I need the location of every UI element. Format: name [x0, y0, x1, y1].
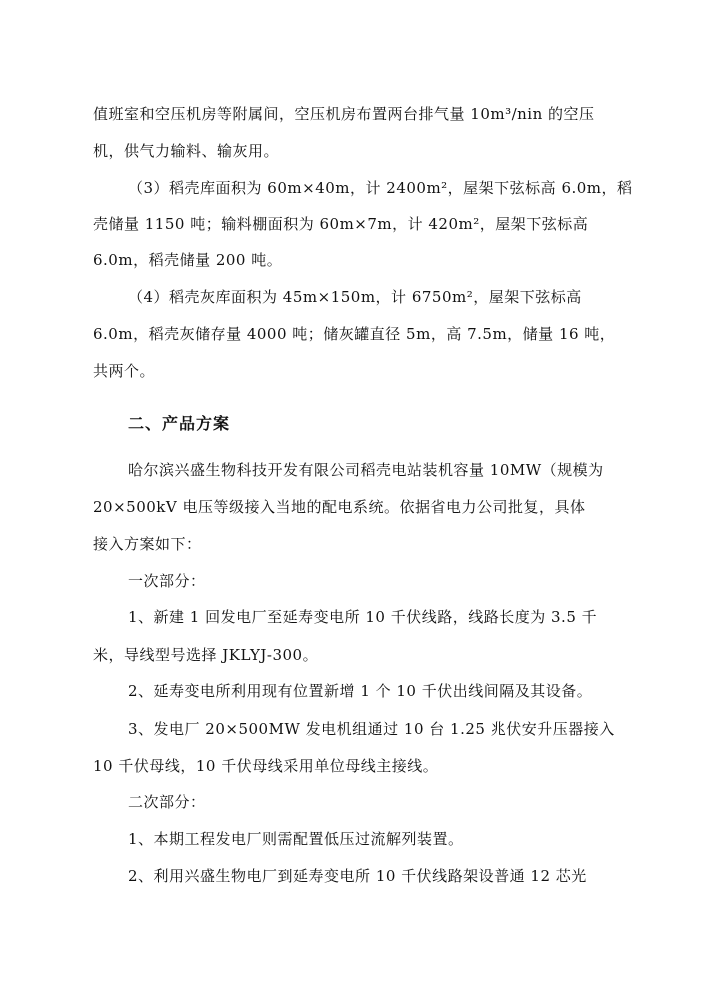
text-line: 2、延寿变电所利用现有位置新增 1 个 10 千伏出线间隔及其设备。 [128, 682, 593, 700]
text-line: 10 千伏母线，10 千伏母线采用单位母线主接线。 [93, 757, 439, 775]
text-line: 米，导线型号选择 JKLYJ-300。 [93, 646, 319, 664]
text-line: 机，供气力输料、输灰用。 [93, 142, 280, 160]
subsection-label: 一次部分： [128, 572, 206, 590]
text-line: 1、新建 1 回发电厂至延寿变电所 10 千伏线路，线路长度为 3.5 千 [128, 608, 598, 626]
text-line: 20×500kV 电压等级接入当地的配电系统。依据省电力公司批复，具体 [93, 498, 586, 516]
text-line: 壳储量 1150 吨；输料棚面积为 60m×7m，计 420m²，屋架下弦标高 [93, 215, 589, 233]
text-line: 接入方案如下： [93, 535, 202, 553]
text-line: 2、利用兴盛生物电厂到延寿变电所 10 千伏线路架设普通 12 芯光 [128, 867, 587, 885]
text-line: 值班室和空压机房等附属间，空压机房布置两台排气量 10m³/nin 的空压 [93, 105, 595, 123]
text-line: 1、本期工程发电厂则需配置低压过流解列装置。 [128, 830, 464, 848]
section-heading: 二、产品方案 [128, 414, 231, 433]
text-line: （3）稻壳库面积为 60m×40m，计 2400m²，屋架下弦标高 6.0m，稻 [128, 179, 633, 197]
text-line: 共两个。 [93, 362, 156, 380]
text-line: 6.0m，稻壳灰储存量 4000 吨；储灰罐直径 5m，高 7.5m，储量 16 吨， [93, 325, 616, 343]
text-line: 6.0m，稻壳储量 200 吨。 [93, 251, 283, 269]
subsection-label: 二次部分： [128, 793, 206, 811]
text-line: （4）稻壳灰库面积为 45m×150m，计 6750m²，屋架下弦标高 [128, 288, 582, 306]
text-line: 哈尔滨兴盛生物科技开发有限公司稻壳电站装机容量 10MW（规模为 [128, 461, 604, 479]
text-line: 3、发电厂 20×500MW 发电机组通过 10 台 1.25 兆伏安升压器接入 [128, 720, 615, 738]
